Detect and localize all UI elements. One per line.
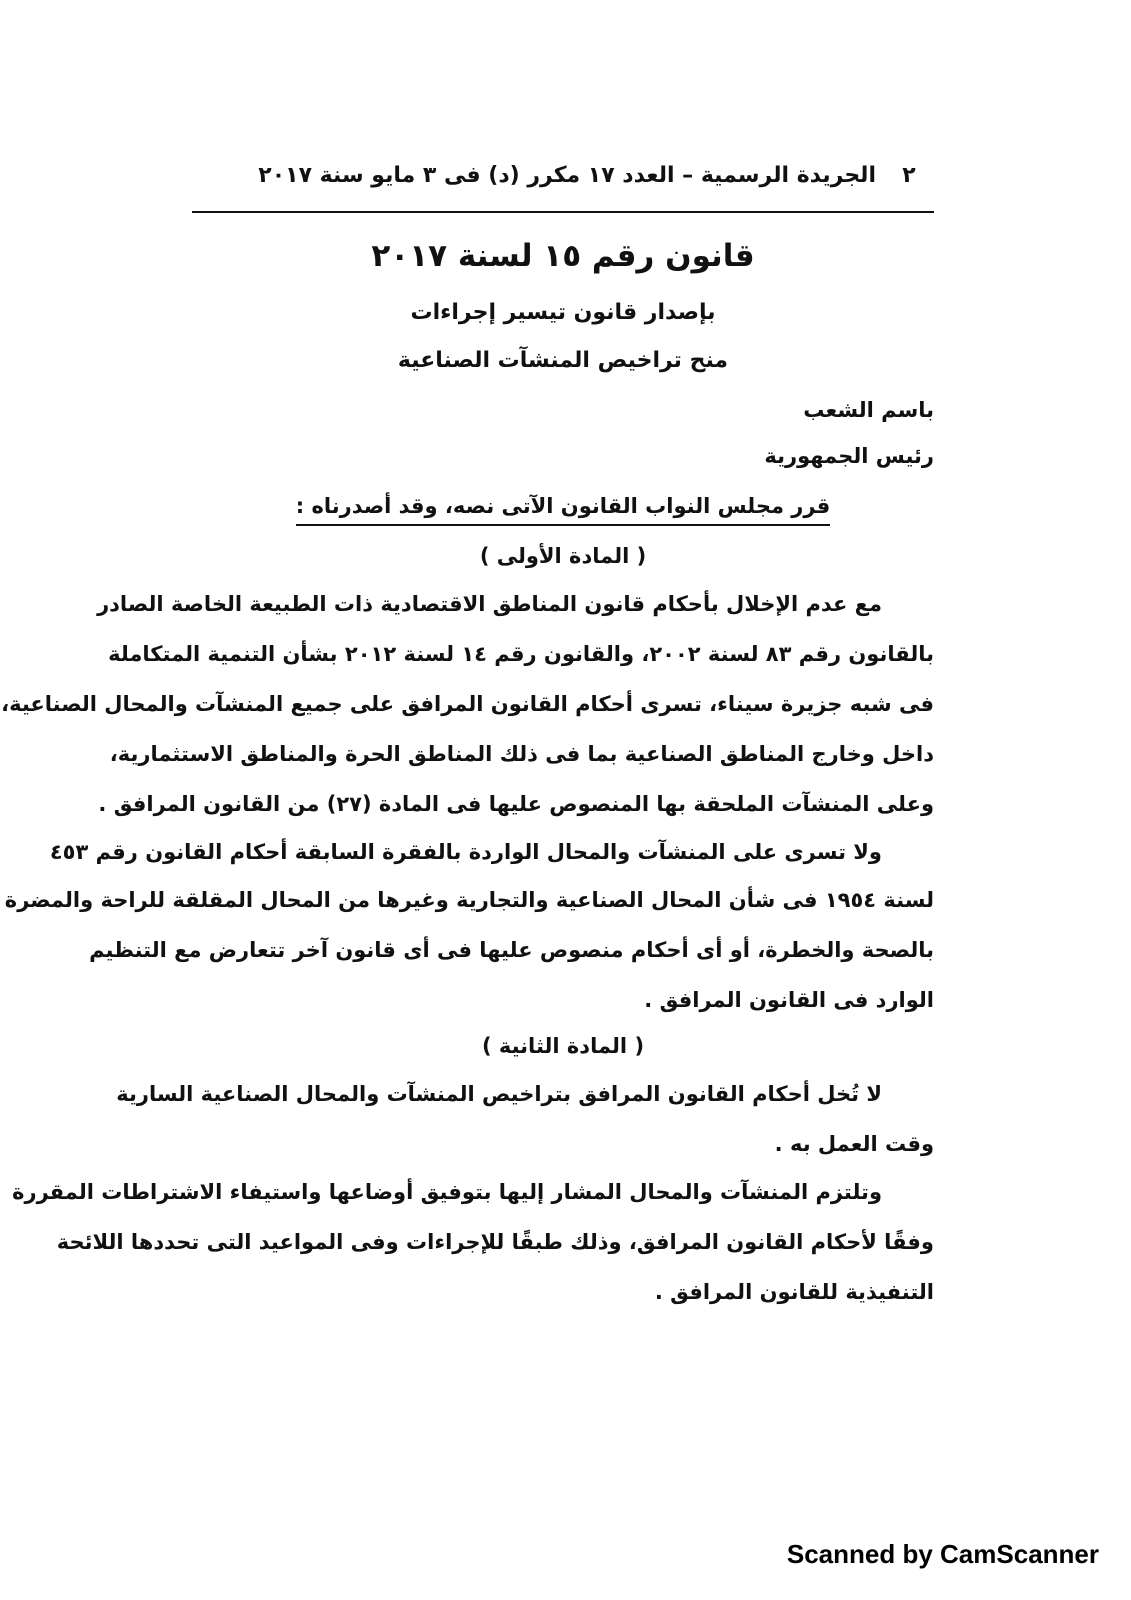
page-header [192,158,934,192]
in-the-name-of-the-people: باسم الشعب [803,398,934,422]
article-1-line: وعلى المنشآت الملحقة بها المنصوص عليها فى المادة (٢٧) من القانون المرافق . [98,792,934,816]
camscanner-watermark: Scanned by CamScanner [786,1539,1099,1569]
article-2-line: وقت العمل به . [774,1132,934,1156]
gazette-header-text: الجريدة الرسمية – العدد ١٧ مكرر (د) فى ٣ مايو سنة ٢٠١٧ [258,162,876,188]
article-2-heading: ( المادة الثانية ) [481,1034,645,1058]
article-1-line: بالقانون رقم ٨٣ لسنة ٢٠٠٢، والقانون رقم ١٤ لسنة ٢٠١٢ بشأن التنمية المتكاملة [108,642,934,666]
article-1-line: مع عدم الإخلال بأحكام قانون المناطق الاقتصادية ذات الطبيعة الخاصة الصادر [97,592,882,616]
law-title: قانون رقم ١٥ لسنة ٢٠١٧ [371,238,755,274]
article-1-heading: ( المادة الأولى ) [479,544,647,568]
decree-text: قرر مجلس النواب القانون الآتى نصه، وقد أصدرناه : [296,490,830,526]
article-2-line: التنفيذية للقانون المرافق . [654,1280,934,1304]
law-subtitle-line-1: بإصدار قانون تيسير إجراءات [410,300,716,325]
article-2-line: لا تُخل أحكام القانون المرافق بتراخيص المنشآت والمحال الصناعية السارية [116,1082,882,1106]
header-divider [192,211,934,213]
article-1-line: الوارد فى القانون المرافق . [644,988,934,1012]
article-1-line: لسنة ١٩٥٤ فى شأن المحال الصناعية والتجارية وغيرها من المحال المقلقة للراحة والمضرة [4,888,934,912]
article-2-line: وفقًا لأحكام القانون المرافق، وذلك طبقًا للإجراءات وفى المواعيد التى تحددها اللائحة [56,1230,934,1254]
president-label: رئيس الجمهورية [764,444,934,468]
law-subtitle-line-2: منح تراخيص المنشآت الصناعية [397,348,729,373]
article-2-line: وتلتزم المنشآت والمحال المشار إليها بتوفيق أوضاعها واستيفاء الاشتراطات المقررة [12,1180,882,1204]
article-1-line: فى شبه جزيرة سيناء، تسرى أحكام القانون المرافق على جميع المنشآت والمحال الصناعية، [1,692,934,716]
page-number: ٢ [902,162,916,188]
article-1-line: بالصحة والخطرة، أو أى أحكام منصوص عليها فى أى قانون آخر تتعارض مع التنظيم [89,938,934,962]
article-1-line: ولا تسرى على المنشآت والمحال الواردة بالفقرة السابقة أحكام القانون رقم ٤٥٣ [49,840,882,864]
decree-statement [192,490,934,526]
article-1-line: داخل وخارج المناطق الصناعية بما فى ذلك المناطق الحرة والمناطق الاستثمارية، [109,742,934,766]
